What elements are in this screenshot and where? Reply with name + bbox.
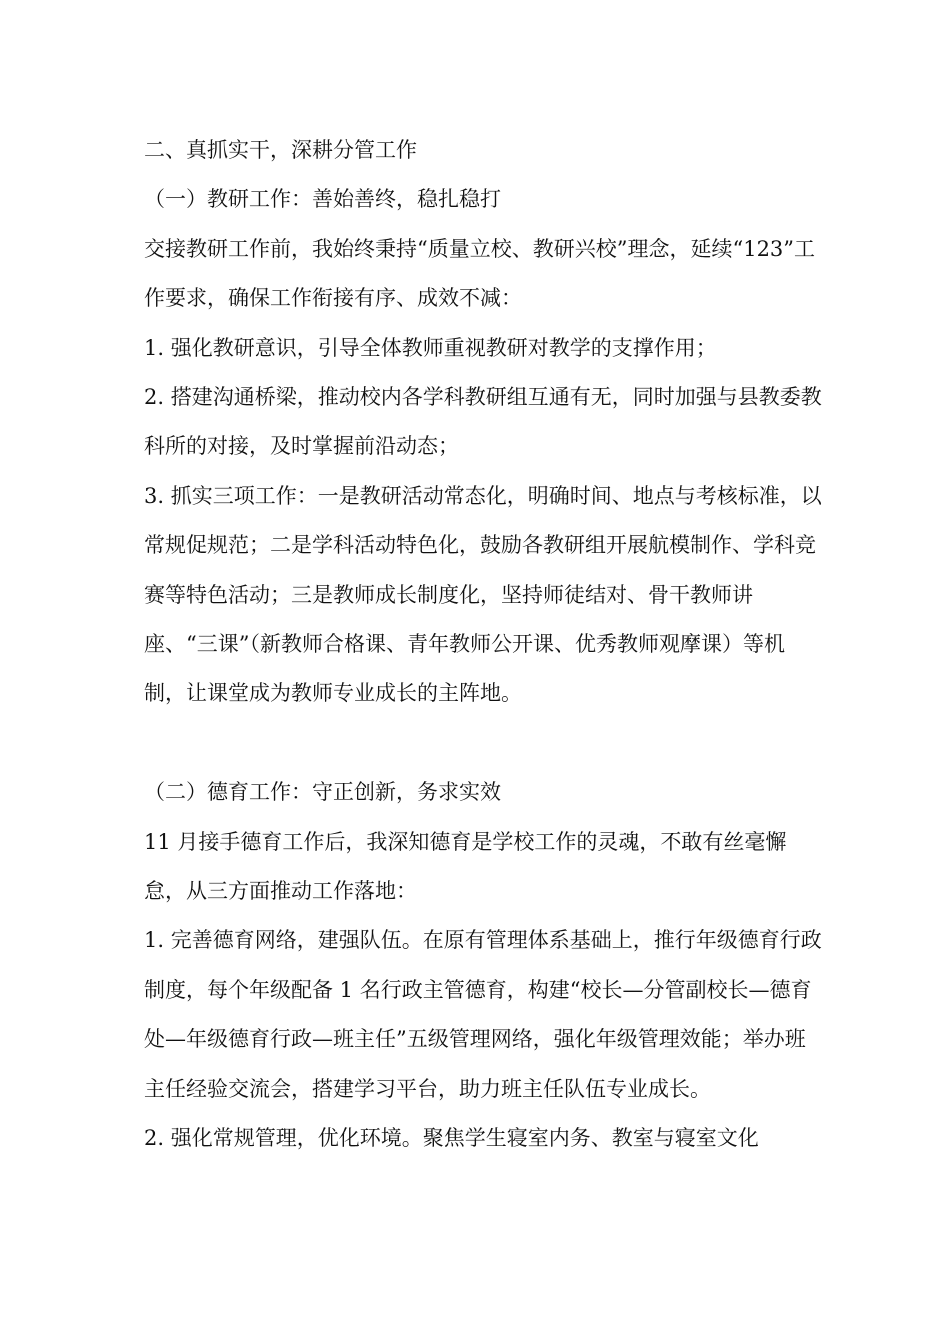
section-heading: 二、真抓实干，深耕分管工作: [144, 138, 417, 162]
subsection-heading-research: （一）教研工作：善始善终，稳扎稳打: [144, 187, 501, 212]
document-body: [144, 126, 824, 1164]
list-item-research-3: 3. 抓实三项工作：一是教研活动常态化，明确时间、地点与考核标准，以常规促规范；二是学科活动特色化，鼓励各教研组开展航模制作、学科竞赛等特色活动；三是教师成长制度化，坚持师徒结对、骨干教师讲座、“三课”（新教师合格课、青年教师公开课、优秀教师观摩课）等机制，让课堂成为教师专业成长的主阵地。: [144, 483, 822, 706]
list-item-moral-2: 2. 强化常规管理，优化环境。聚焦学生寝室内务、教室与寝室文化: [144, 1126, 759, 1151]
paragraph-moral-intro: 11 月接手德育工作后，我深知德育是学校工作的灵魂，不敢有丝毫懈怠，从三方面推动工作落地：: [144, 829, 787, 904]
list-item-moral-1: 1. 完善德育网络，建强队伍。在原有管理体系基础上，推行年级德育行政制度，每个年级配备 1 名行政主管德育，构建“校长—分管副校长—德育处—年级德育行政—班主任”五级管理网络，强化年级管理效能；举办班主任经验交流会，搭建学习平台，助力班主任队伍专业成长。: [144, 928, 822, 1101]
paragraph-spacer: [144, 719, 824, 768]
list-item-research-1: 1. 强化教研意识，引导全体教师重视教研对教学的支撑作用；: [144, 335, 717, 360]
list-item-research-2: 2. 搭建沟通桥梁，推动校内各学科教研组互通有无，同时加强与县教委教科所的对接，及时掌握前沿动态；: [144, 385, 822, 459]
paragraph-research-intro: 交接教研工作前，我始终秉持“质量立校、教研兴校”理念，延续“123”工作要求，确保工作衔接有序、成效不减：: [144, 236, 816, 311]
subsection-heading-moral: （二）德育工作：守正创新，务求实效: [144, 780, 501, 805]
